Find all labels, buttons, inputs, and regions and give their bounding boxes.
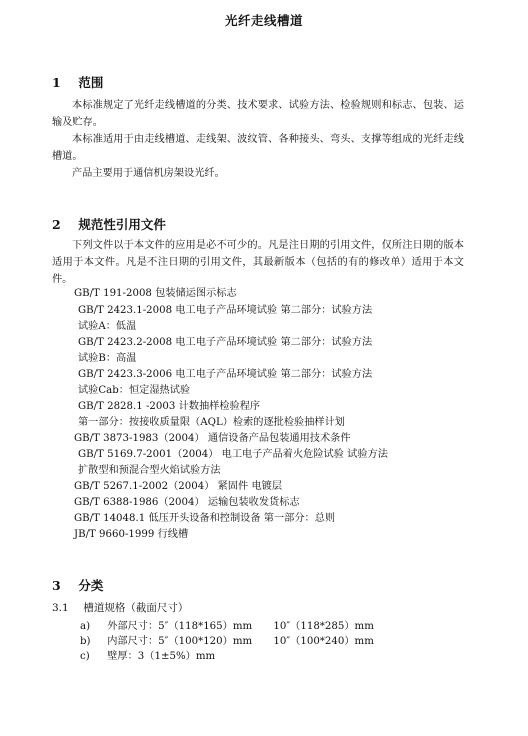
reference-line: GB/T 191-2008 包装储运图示标志 bbox=[74, 288, 237, 299]
reference-line: 试验Cab：恒定湿热试验 bbox=[78, 385, 191, 396]
reference-line: GB/T 2423.3-2006 电工电子产品环境试验 第二部分：试验方法 bbox=[78, 369, 373, 380]
section-2-paragraph-1: 下列文件以于本文件的应用是必不可少的。凡是注日期的引用文件，仅所注日期的版本适用于本文件。凡是不注日期的引用文件，其最新版本（包括的有的修改单）适用于本文件。 bbox=[52, 240, 464, 285]
reference-line: GB/T 14048.1 低压开头设备和控制设备 第一部分：总则 bbox=[74, 513, 336, 524]
reference-line: 第一部分：按接收质量限（AQL）检索的逐批检验抽样计划 bbox=[78, 417, 345, 428]
spec-item-text: 内部尺寸：5″（100*120）mm bbox=[107, 636, 253, 647]
reference-line: GB/T 5267.1-2002（2004） 紧固件 电镀层 bbox=[74, 481, 283, 492]
reference-line: GB/T 6388-1986（2004） 运输包装收发货标志 bbox=[74, 497, 300, 508]
spec-item-text: 壁厚：3（1±5%）mm bbox=[107, 651, 216, 662]
section-2-heading bbox=[52, 215, 166, 233]
spec-item bbox=[80, 617, 374, 632]
reference-line: GB/T 2423.1-2008 电工电子产品环境试验 第二部分：试验方法 bbox=[78, 305, 373, 316]
section-3-heading bbox=[52, 576, 103, 594]
reference-line: GB/T 5169.7-2001（2004） 电工电子产品着火危险试验 试验方法 bbox=[78, 449, 388, 460]
spec-item-mark: b) bbox=[80, 636, 91, 647]
subsection-3-1-number: 3.1 bbox=[52, 602, 69, 614]
spec-item-mark: a) bbox=[80, 621, 91, 632]
spec-item bbox=[80, 647, 215, 662]
spec-item-alt: 10″（100*240）mm bbox=[273, 636, 374, 647]
document-title: 光纤走线槽道 bbox=[224, 13, 303, 28]
section-1-paragraph-2: 本标准适用于由走线槽道、走线架、波纹管、各种接头、弯头、支撑等组成的光纤走线槽道。 bbox=[52, 134, 464, 162]
reference-line: GB/T 3873-1983（2004） 通信设备产品包装通用技术条件 bbox=[74, 433, 351, 444]
spec-item-text: 外部尺寸：5″（118*165）mm bbox=[107, 621, 253, 632]
spec-item-mark: c) bbox=[80, 651, 90, 662]
subsection-3-1-heading bbox=[52, 600, 188, 615]
reference-line: 试验B：高温 bbox=[78, 353, 137, 364]
spec-item-alt: 10″（118*285）mm bbox=[273, 621, 374, 632]
section-3-number: 3 bbox=[52, 578, 61, 593]
section-1-paragraph-1: 本标准规定了光纤走线槽道的分类、技术要求、试验方法、检验规则和标志、包装、运输及贮存。 bbox=[52, 100, 464, 128]
reference-line: GB/T 2423.2-2008 电工电子产品环境试验 第二部分：试验方法 bbox=[78, 337, 373, 348]
section-1-title: 范围 bbox=[78, 75, 104, 90]
section-2-title: 规范性引用文件 bbox=[78, 217, 166, 232]
subsection-3-1-title: 槽道规格（截面尺寸） bbox=[83, 602, 189, 614]
reference-line: 试验A：低温 bbox=[78, 321, 137, 332]
reference-line: GB/T 2828.1 -2003 计数抽样检验程序 bbox=[78, 401, 261, 412]
section-1-paragraph-3: 产品主要用于通信机房架设光纤。 bbox=[72, 168, 225, 179]
reference-line: 扩散型和预混合型火焰试验方法 bbox=[78, 465, 221, 476]
reference-line: JB/T 9660-1999 行线槽 bbox=[74, 529, 189, 540]
section-1-heading bbox=[52, 73, 103, 91]
section-3-title: 分类 bbox=[78, 578, 104, 593]
spec-item bbox=[80, 632, 374, 647]
section-1-number: 1 bbox=[52, 75, 61, 90]
section-2-number: 2 bbox=[52, 217, 61, 232]
